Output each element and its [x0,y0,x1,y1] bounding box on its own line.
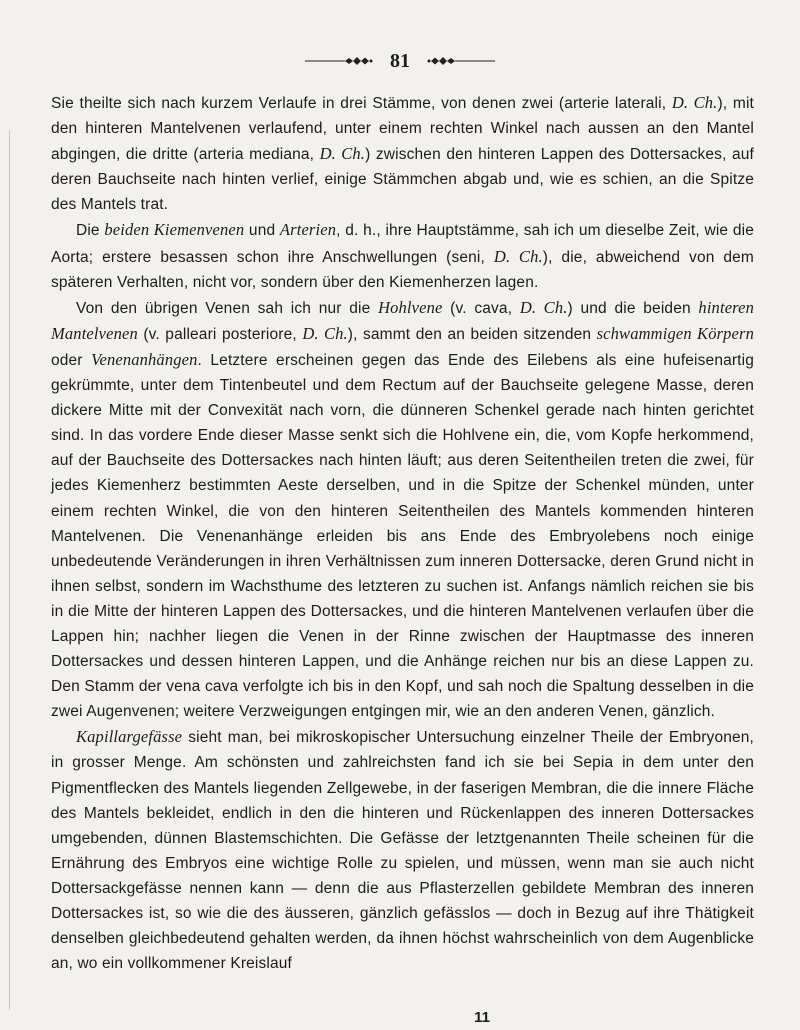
italic-run: schwammigen Körpern [596,323,755,343]
page-header [0,50,800,71]
paragraph [51,724,754,976]
text-run: Die [76,222,105,240]
text-run: (v. cava, [442,299,520,317]
paragraph [51,90,754,217]
italic-run: D. Ch. [319,144,366,164]
text-run: ), sammt den an beiden sitzenden [347,325,597,343]
text-run: sieht man, bei mikroskopischer Untersuchung einzelner Theile der Embryonen, in grosser Menge. Am schönsten und zahlreichsten fand ich sie bei Sepia in dem unter den Pigmentflecken des Mantels liegenden Zellgewebe, in der faserigen Membran, die die innere Fläche des Mantels bekleidet, endlich in den die hinteren und Rückenlappen des inneren Dottersackes umgebenden, dünnen Blastemschichten. Die Gefässe der letztgenannten Theile scheinen für die Ernährung des Embryos eine wichtige Rolle zu spielen, und müssen, wenn man sie auch nicht Dottersackgefässe nennen kann — denn die aus Pflasterzellen gebildete Membran des inneren Dottersackes ist, so wie die des äusseren, gänzlich gefässlos — doch in Bezug auf ihre Thätigkeit denselben gleichbedeutend gehalten werden, da ihnen höchst wahrscheinlich von dem Augenblicke an, wo ein vollkommener Kreislauf [51,729,754,973]
text-run: . Letztere erscheinen gegen das Ende des Eilebens als eine hufeisenartig gekrümmte, unter dem Tintenbeutel und dem Rectum auf der Bauchseite gelegene Masse, deren dickere Mitte mit der Convexität nach vorn, die dünneren Schenkel gerade nach hinten gerichtet sind. In das vordere Ende dieser Masse senkt sich die Hohlvene ein, die, vom Kopfe herkommend, auf der Bauchseite des Dottersackes nach hinten läuft; aus deren Seitentheilen treten die zwei, für jedes Kiemenherz bestimmten Aeste derselben, und in die Spitze der Schenkel münden, unter einem rechten Winkel, die von den hinteren Seitentheilen des Mantels kommenden hinteren Mantelvenen. Die Venenanhänge erleiden bis ans Ende des Embryolebens noch einige unbedeutende Veränderungen in ihren Verhältnissen zum inneren Dottersacke, deren Grund nicht in ihnen selbst, sondern im Wachsthume des letzteren zu suchen ist. Anfangs nämlich reichen sie bis in die Mitte der hinteren Lappen des Dottersackes, und die hinteren Mantelvenen verlaufen über die Lappen hin; nachher liegen die Venen in der Rinne zwischen der Hauptmasse des inneren Dottersackes und dessen hinteren Lappen, und die Anhänge reichen nur bis an diese Lappen zu. Den Stamm der vena cava verfolgte ich bis in den Kopf, und sah noch die Spaltung desselben in die zwei Augenvenen; weitere Verzweigungen entgingen mir, wie an den anderen Venen, gänzlich. [51,351,754,721]
text-run: ), die, abweichend von dem späteren Verhalten, nicht vor, sondern über den Kiemenherzen lagen. [51,248,754,291]
italic-run: Kapillargefässe [76,727,183,747]
body-text [51,90,754,976]
right-ornament-icon [427,56,497,66]
text-run: und [244,222,280,240]
page-number: 81 [390,50,410,73]
text-run: ), mit den hinteren Mantelvenen verlaufend, unter einem rechten Winkel nach aussen an den Mantel abgingen, die dritte (arteria mediana, [51,95,754,164]
signature-mark [0,1009,800,1027]
italic-run: Hohlvene [378,297,443,317]
italic-run: D. Ch. [493,246,543,266]
paragraph [51,295,754,725]
italic-run: beiden Kiemenvenen [104,220,245,240]
text-run: (v. palleari posteriore, [137,325,303,343]
italic-run: D. Ch. [519,297,568,317]
italic-run: D. Ch. [302,323,348,343]
page-edge-line [9,130,10,1010]
italic-run: Venenanhängen [91,349,198,369]
italic-run: hinteren Mantelvenen [51,297,754,343]
text-run: ) zwischen den hinteren Lappen des Dottersackes, auf deren Bauchseite nach hinten verlief, einige Stämmchen abgab und, wie es schien, an die Spitze des Mantels trat. [51,146,755,214]
italic-run: Arterien [279,220,337,240]
left-ornament-icon [303,56,373,66]
text-run: Von den übrigen Venen sah ich nur die [76,299,379,317]
text-run: Sie theilte sich nach kurzem Verlaufe in drei Stämme, von denen zwei (arterie laterali, [51,95,672,112]
paragraph [51,217,754,294]
text-run: ) und die beiden [567,299,699,317]
signature-number: 11 [474,1009,490,1026]
text-run: oder [51,351,92,369]
italic-run: D. Ch. [671,93,718,112]
text-run: , d. h., ihre Hauptstämme, sah ich um dieselbe Zeit, wie die Aorta; erstere besassen schon ihre Anschwellungen (seni, [51,222,754,266]
